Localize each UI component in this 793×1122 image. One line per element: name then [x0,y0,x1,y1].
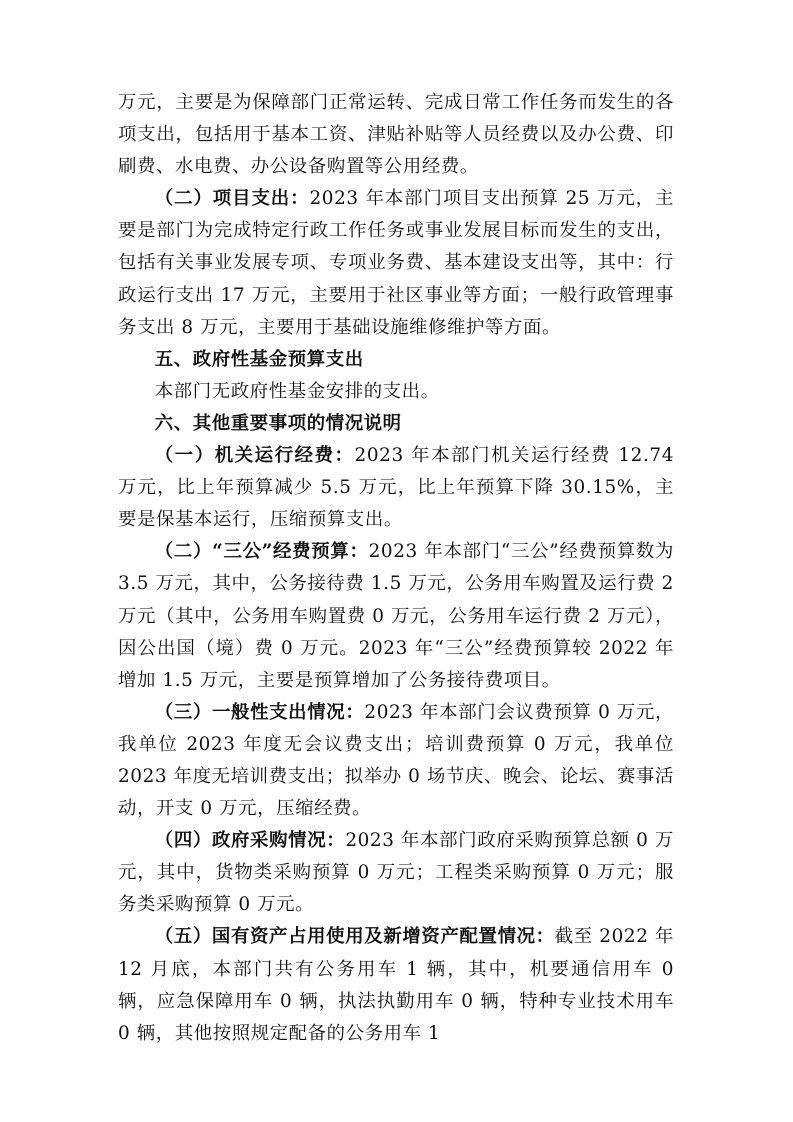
section-heading-government-fund: 五、政府性基金预算支出 [154,348,364,370]
document-body [118,87,674,1050]
paragraph-text: 2023 年本部门机关运行经费 12.74 万元，比上年预算减少 5.5 万元，比上年预算下降 30.15%，主要是保基本运行，压缩预算支出。 [118,445,674,531]
paragraph-text: 2023 年本部门会议费预算 0 万元，我单位 2023 年度无会议费支出；培训费预算 0 万元，我单位 2023 年度无培训费支出；拟举办 0 场节庆、晚会、论坛、赛事活动，开支 0 万元，压缩经费。 [118,701,674,820]
paragraph-text: 2023 年本部门项目支出预算 25 万元，主要是部门为完成特定行政工作任务或事业发展目标而发生的支出，包括有关事业发展专项、专项业务费、基本建设支出等，其中：行政运行支出 17 万元，主要用于社区事业等方面；一般行政管理事务支出 8 万元，主要用于基础设施维修维护等方面。 [118,188,674,338]
paragraph-government-fund [118,376,674,408]
paragraph-text: 万元，主要是为保障部门正常运转、完成日常工作任务而发生的各项支出，包括用于基本工资、津贴补贴等人员经费以及办公费、印刷费、水电费、办公设备购置等公用经费。 [118,92,674,178]
paragraph-text: 截至 2022 年 12 月底，本部门共有公务用车 1 辆，其中，机要通信用车 0 辆，应急保障用车 0 辆，执法执勤用车 0 辆，特种专业技术用车 0 辆，其他按照规定配备的公务用车 1 [118,926,674,1044]
paragraph-text: 本部门无政府性基金安排的支出。 [154,380,440,402]
paragraph-three-public-expenses [118,536,674,696]
paragraph-lead: （三）一般性支出情况： [154,701,365,723]
paragraph-operating-expenses [118,440,674,536]
paragraph-government-procurement [118,825,674,921]
paragraph-basic-expenditure-continued [118,87,674,183]
section-heading-other-matters: 六、其他重要事项的情况说明 [154,412,402,434]
paragraph-general-expenditure [118,697,674,825]
paragraph-state-assets [118,921,674,1049]
paragraph-lead: （五）国有资产占用使用及新增资产配置情况： [154,926,555,948]
paragraph-project-expenditure [118,183,674,343]
paragraph-text: 2023 年本部门政府采购预算总额 0 万元，其中，货物类采购预算 0 万元；工程类采购预算 0 万元；服务类采购预算 0 万元。 [118,830,674,916]
paragraph-lead: （一）机关运行经费： [154,445,355,467]
paragraph-lead: （二）“三公”经费预算： [154,541,369,563]
paragraph-text: 2023 年本部门“三公”经费预算数为 3.5 万元，其中，公务接待费 1.5 万元，公务用车购置及运行费 2 万元（其中，公务用车购置费 0 万元，公务用车运行费 2 万元），因公出国（境）费 0 万元。2023 年“三公”经费预算较 2022 年增加 1.5 万元，主要是预算增加了公务接待费项目。 [118,541,674,691]
paragraph-lead: （二）项目支出： [154,188,310,210]
paragraph-lead: （四）政府采购情况： [154,830,346,852]
